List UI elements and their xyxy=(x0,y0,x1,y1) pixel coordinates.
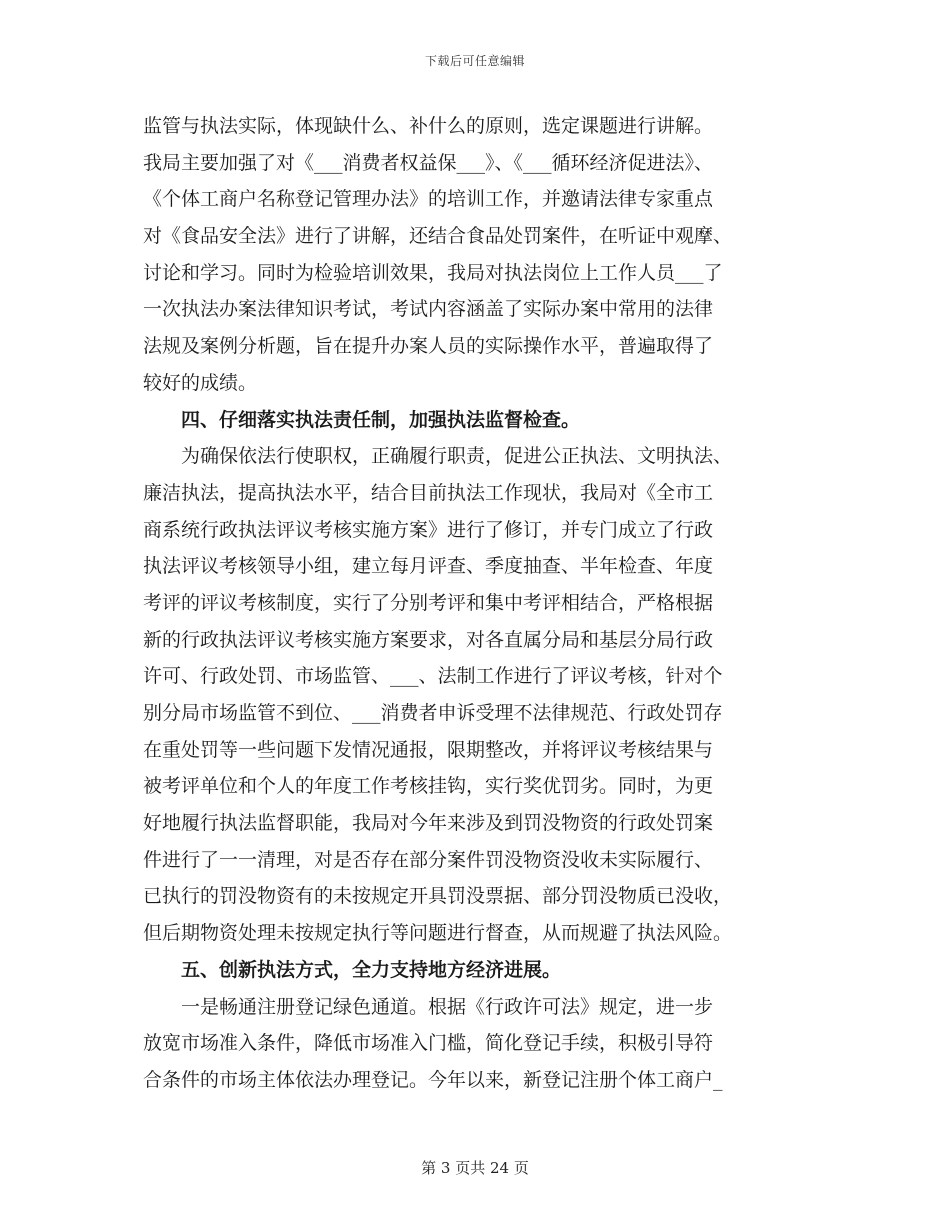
paragraph-line: 已执行的罚没物资有的未按规定开具罚没票据、部分罚没物质已没收， xyxy=(143,885,733,908)
paragraph-line: 考评的评议考核制度，实行了分别考评和集中考评相结合，严格根据 xyxy=(143,591,714,614)
section-heading-4: 四、仔细落实执法责任制，加强执法监督检查。 xyxy=(181,408,581,431)
paragraph-line: 但后期物资处理未按规定执行等问题进行督查，从而规避了执法风险。 xyxy=(143,922,733,945)
paragraph-line: 别分局市场监管不到位、___消费者申诉受理不法律规范、行政处罚存 xyxy=(143,702,723,724)
paragraph-line: 监管与执法实际，体现缺什么、补什么的原则，选定课题进行讲解。 xyxy=(143,115,714,137)
paragraph-line: 较好的成绩。 xyxy=(143,371,258,394)
paragraph-line: 一是畅通注册登记绿色通道。根据《行政许可法》规定，进一步 xyxy=(181,995,714,1018)
paragraph-line: 合条件的市场主体依法办理登记。今年以来，新登记注册个体工商户_ xyxy=(143,1068,723,1091)
paragraph-line: 好地履行执法监督职能，我局对今年来涉及到罚没物资的行政处罚案 xyxy=(143,812,714,835)
paragraph-line: 在重处罚等一些问题下发情况通报，限期整改，并将评议考核结果与 xyxy=(143,738,714,761)
paragraph-line: 《个体工商户名称登记管理办法》的培训工作，并邀请法律专家重点 xyxy=(143,188,714,211)
page-header: 下载后可任意编辑 xyxy=(424,54,525,68)
paragraph-line: 对《食品安全法》进行了讲解，还结合食品处罚案件，在听证中观摩、 xyxy=(143,225,733,248)
section-heading-5: 五、创新执法方式，全力支持地方经济进展。 xyxy=(181,958,562,981)
paragraph-line: 执法评议考核领导小组，建立每月评查、季度抽查、半年检查、年度 xyxy=(143,555,714,578)
paragraph-line: 讨论和学习。同时为检验培训效果，我局对执法岗位上工作人员___了 xyxy=(143,261,723,284)
paragraph-line: 新的行政执法评议考核实施方案要求，对各直属分局和基层分局行政 xyxy=(143,628,714,651)
page-footer: 第 3 页共 24 页 xyxy=(421,1159,529,1177)
paragraph-line: 廉洁执法，提高执法水平，结合目前执法工作现状，我局对《全市工 xyxy=(143,481,714,504)
paragraph-line: 商系统行政执法评议考核实施方案》进行了修订，并专门成立了行政 xyxy=(143,518,714,541)
paragraph-line: 为确保依法行使职权，正确履行职责，促进公正执法、文明执法、 xyxy=(181,445,733,468)
paragraph-line: 我局主要加强了对《___消费者权益保___》、《___循环经济促进法》、 xyxy=(143,151,714,174)
paragraph-line: 法规及案例分析题，旨在提升办案人员的实际操作水平，普遍取得了 xyxy=(143,335,714,358)
paragraph-line: 放宽市场准入条件，降低市场准入门槛，简化登记手续，积极引导符 xyxy=(143,1032,714,1055)
paragraph-line: 件进行了一一清理，对是否存在部分案件罚没物资没收未实际履行、 xyxy=(143,848,714,871)
paragraph-line: 许可、行政处罚、市场监管、___、法制工作进行了评议考核，针对个 xyxy=(143,665,723,688)
document-body xyxy=(143,108,813,1099)
paragraph-line: 被考评单位和个人的年度工作考核挂钩，实行奖优罚劣。同时，为更 xyxy=(143,775,714,798)
paragraph-line: 一次执法办案法律知识考试，考试内容涵盖了实际办案中常用的法律 xyxy=(143,298,714,321)
